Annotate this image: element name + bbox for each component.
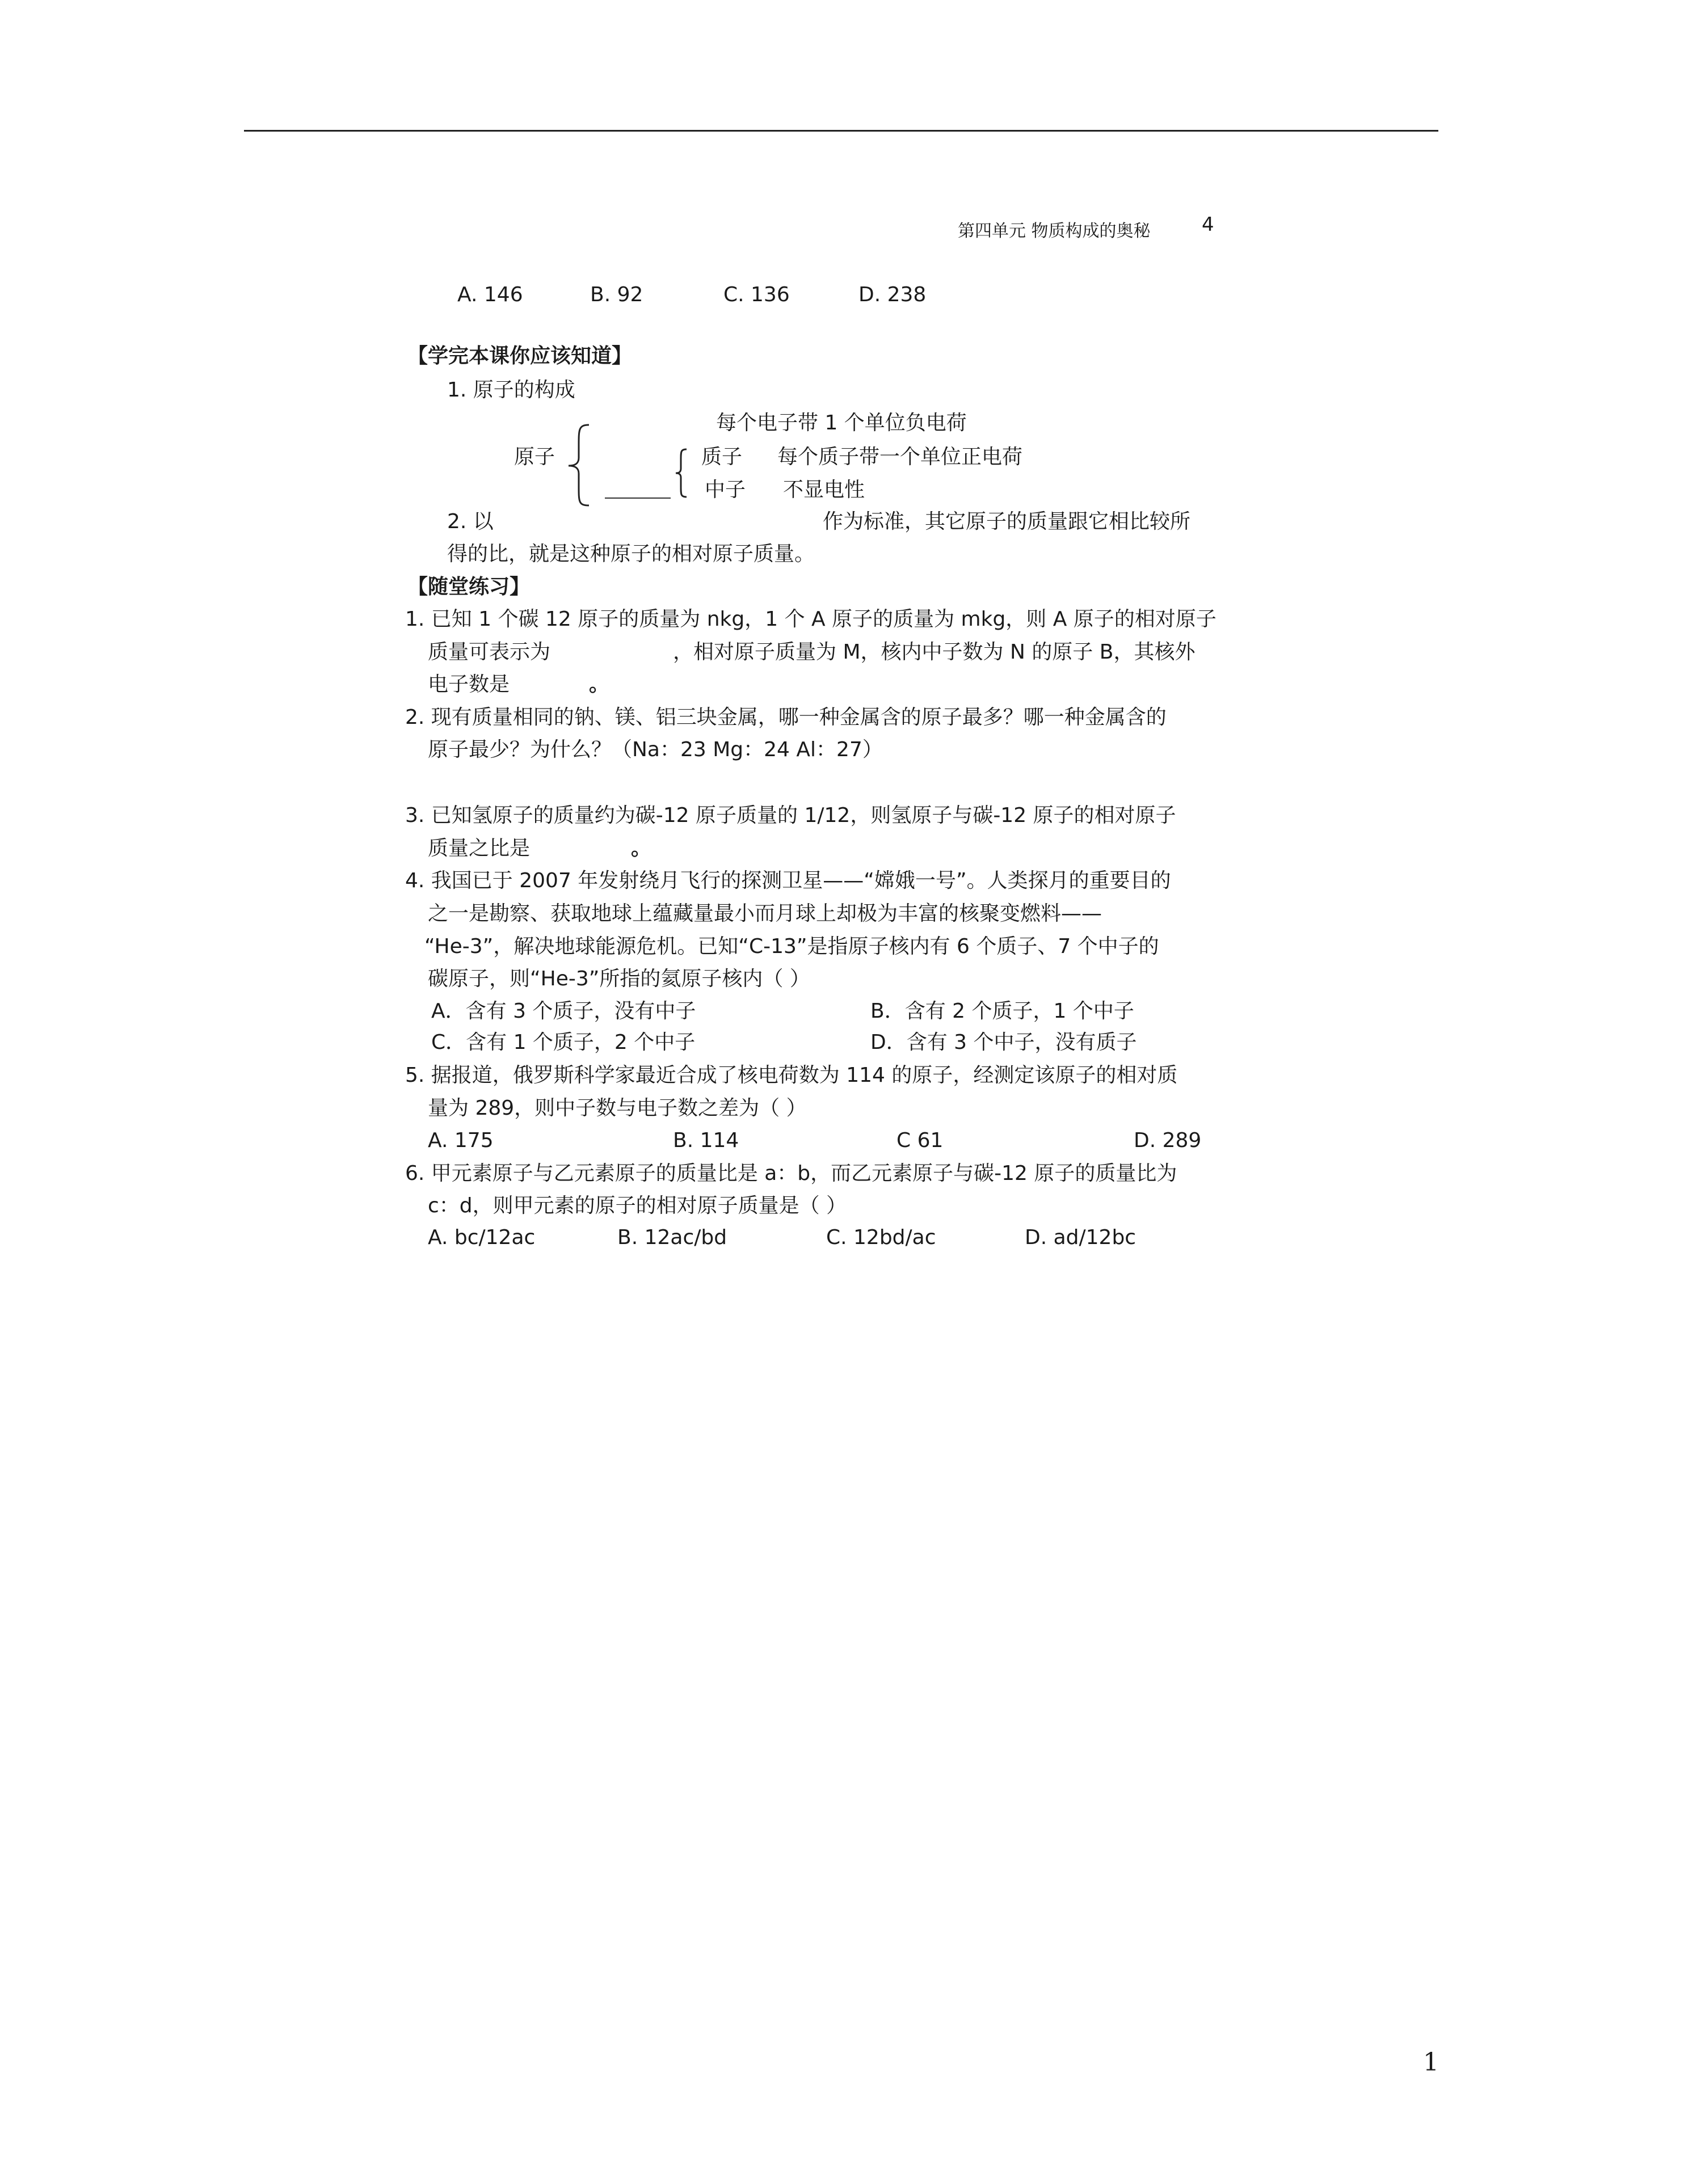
q4-line2: 之一是勘察、获取地球上蕴藏量最小而月球上却极为丰富的核聚变燃料—— bbox=[428, 902, 1102, 925]
q4-option-c: C．含有 1 个质子，2 个中子 bbox=[431, 1031, 696, 1054]
electron-desc: 每个电子带 1 个单位负电荷 bbox=[716, 411, 967, 435]
q1-line3: 电子数是 bbox=[428, 673, 510, 696]
header-page-number: 4 bbox=[1202, 213, 1214, 236]
q6-line2: c：d，则甲元素的原子的相对原子质量是（ ） bbox=[428, 1194, 847, 1217]
item2-prefix: 2. 以 bbox=[447, 510, 494, 533]
footer-page-number: 1 bbox=[1423, 2048, 1439, 2077]
q6-option-d: D. ad/12bc bbox=[1025, 1226, 1136, 1249]
q3-line1: 3. 已知氢原子的质量约为碳-12 原子质量的 1/12，则氢原子与碳-12 原子的相对原子 bbox=[405, 804, 1176, 827]
q1-period: 。 bbox=[589, 673, 610, 696]
q2-line1: 2. 现有质量相同的钠、镁、铝三块金属，哪一种金属含的原子最多？哪一种金属含的 bbox=[405, 706, 1167, 729]
q4-option-b: B．含有 2 个质子，1 个中子 bbox=[870, 1000, 1134, 1023]
q4-line3: “He-3”，解决地球能源危机。已知“C-13”是指原子核内有 6 个质子、7 个中子的 bbox=[424, 935, 1159, 958]
neutron-label: 中子 bbox=[705, 478, 746, 501]
section-heading-practice: 【随堂练习】 bbox=[407, 575, 531, 598]
prev-option-c: C. 136 bbox=[723, 283, 790, 306]
prev-option-b: B. 92 bbox=[590, 283, 643, 306]
q3-line2: 质量之比是 bbox=[428, 837, 531, 860]
q1-line1: 1. 已知 1 个碳 12 原子的质量为 nkg，1 个 A 原子的质量为 mkg，则 A 原子的相对原子 bbox=[405, 608, 1216, 631]
q6-option-c: C. 12bd/ac bbox=[826, 1226, 936, 1249]
section-heading-know: 【学完本课你应该知道】 bbox=[407, 344, 633, 368]
item2-line2: 得的比，就是这种原子的相对原子质量。 bbox=[447, 542, 815, 566]
q6-line1: 6. 甲元素原子与乙元素原子的质量比是 a：b，而乙元素原子与碳-12 原子的质量比为 bbox=[405, 1162, 1177, 1185]
proton-desc: 每个质子带一个单位正电荷 bbox=[777, 445, 1023, 469]
q5-option-d: D. 289 bbox=[1134, 1129, 1202, 1152]
item2-suffix: 作为标准，其它原子的质量跟它相比较所 bbox=[823, 510, 1191, 533]
inner-brace-icon bbox=[673, 447, 690, 499]
q3-period: 。 bbox=[631, 837, 652, 860]
outer-brace-icon bbox=[562, 423, 596, 508]
q4-option-a: A．含有 3 个质子，没有中子 bbox=[431, 1000, 696, 1023]
q6-option-a: A. bc/12ac bbox=[428, 1226, 536, 1249]
q5-option-c: C 61 bbox=[896, 1129, 944, 1152]
q4-line1: 4. 我国已于 2007 年发射绕月飞行的探测卫星——“嫦娥一号”。人类探月的重要目的 bbox=[405, 869, 1171, 892]
q6-option-b: B. 12ac/bd bbox=[617, 1226, 727, 1249]
q4-option-d: D．含有 3 个中子，没有质子 bbox=[870, 1031, 1137, 1054]
prev-option-d: D. 238 bbox=[858, 283, 927, 306]
atom-label: 原子 bbox=[514, 445, 555, 469]
q5-line2: 量为 289，则中子数与电子数之差为（ ） bbox=[428, 1097, 807, 1120]
q5-line1: 5. 据报道，俄罗斯科学家最近合成了核电荷数为 114 的原子，经测定该原子的相对质 bbox=[405, 1064, 1178, 1087]
q2-line2: 原子最少？为什么？（Na：23 Mg：24 Al：27） bbox=[428, 738, 883, 761]
q1-line2-a: 质量可表示为 bbox=[428, 640, 551, 664]
q4-line4: 碳原子，则“He-3”所指的氦原子核内（ ） bbox=[428, 967, 810, 990]
q5-option-a: A. 175 bbox=[428, 1129, 494, 1152]
unit-title: 第四单元 物质构成的奥秘 bbox=[958, 221, 1151, 241]
q1-line2-b: ，相对原子质量为 M，核内中子数为 N 的原子 B，其核外 bbox=[673, 640, 1196, 664]
nucleus-blank bbox=[605, 497, 671, 499]
top-rule bbox=[244, 130, 1438, 132]
neutron-desc: 不显电性 bbox=[783, 478, 865, 501]
prev-option-a: A. 146 bbox=[457, 283, 523, 306]
proton-label: 质子 bbox=[701, 445, 743, 469]
q5-option-b: B. 114 bbox=[673, 1129, 739, 1152]
item1-title: 1. 原子的构成 bbox=[447, 378, 575, 402]
